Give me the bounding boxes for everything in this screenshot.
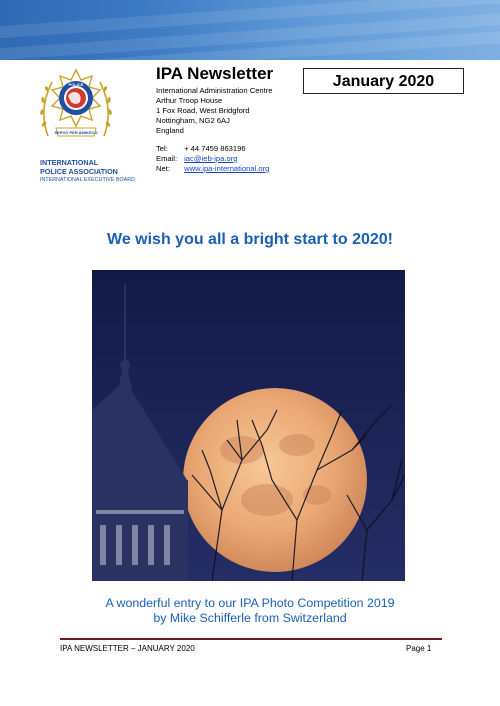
organization-name bbox=[40, 158, 150, 185]
org-line-3: INTERNATIONAL EXECUTIVE BOARD bbox=[40, 177, 136, 183]
caption-line-1: A wonderful entry to our IPA Photo Competition 2019 bbox=[105, 596, 395, 610]
header-banner bbox=[0, 0, 500, 60]
address-line: Nottingham, NG2 6AJ bbox=[156, 116, 230, 125]
org-line-2: POLICE ASSOCIATION bbox=[40, 167, 118, 176]
address-line: England bbox=[156, 126, 184, 135]
ipa-logo bbox=[34, 66, 118, 150]
address-block bbox=[156, 86, 273, 136]
emblem-ribbon-text: SERVO PER AMIKECO bbox=[54, 130, 98, 135]
emblem-top-text: POLICE bbox=[68, 82, 84, 87]
address-line: International Administration Centre bbox=[156, 86, 273, 95]
address-line: Arthur Troop House bbox=[156, 96, 223, 105]
moon-photo bbox=[92, 270, 405, 581]
net-label: Net: bbox=[156, 164, 170, 173]
email-row bbox=[156, 154, 269, 164]
tel-row bbox=[156, 144, 269, 154]
newsletter-title: IPA Newsletter bbox=[156, 64, 274, 83]
address-line: 1 Fox Road, West Bridgford bbox=[156, 106, 250, 115]
footer-title: IPA NEWSLETTER – JANUARY 2020 bbox=[60, 644, 195, 653]
tel-label: Tel: bbox=[156, 144, 168, 153]
org-line-1: INTERNATIONAL bbox=[40, 158, 99, 167]
issue-date-box: January 2020 bbox=[303, 68, 464, 94]
footer-divider bbox=[60, 638, 442, 640]
tel-value: + 44 7459 863196 bbox=[184, 144, 246, 153]
caption-line-2: by Mike Schifferle from Switzerland bbox=[153, 611, 347, 625]
page-number: Page 1 bbox=[406, 644, 432, 653]
headline: We wish you all a bright start to 2020! bbox=[107, 231, 393, 248]
contact-block bbox=[156, 144, 269, 174]
website-link[interactable]: www.ipa-international.org bbox=[184, 164, 270, 173]
photo-caption bbox=[0, 596, 500, 626]
net-row bbox=[156, 164, 269, 174]
email-label: Email: bbox=[156, 154, 178, 163]
email-link[interactable]: iac@ieb-ipa.org bbox=[184, 154, 238, 163]
